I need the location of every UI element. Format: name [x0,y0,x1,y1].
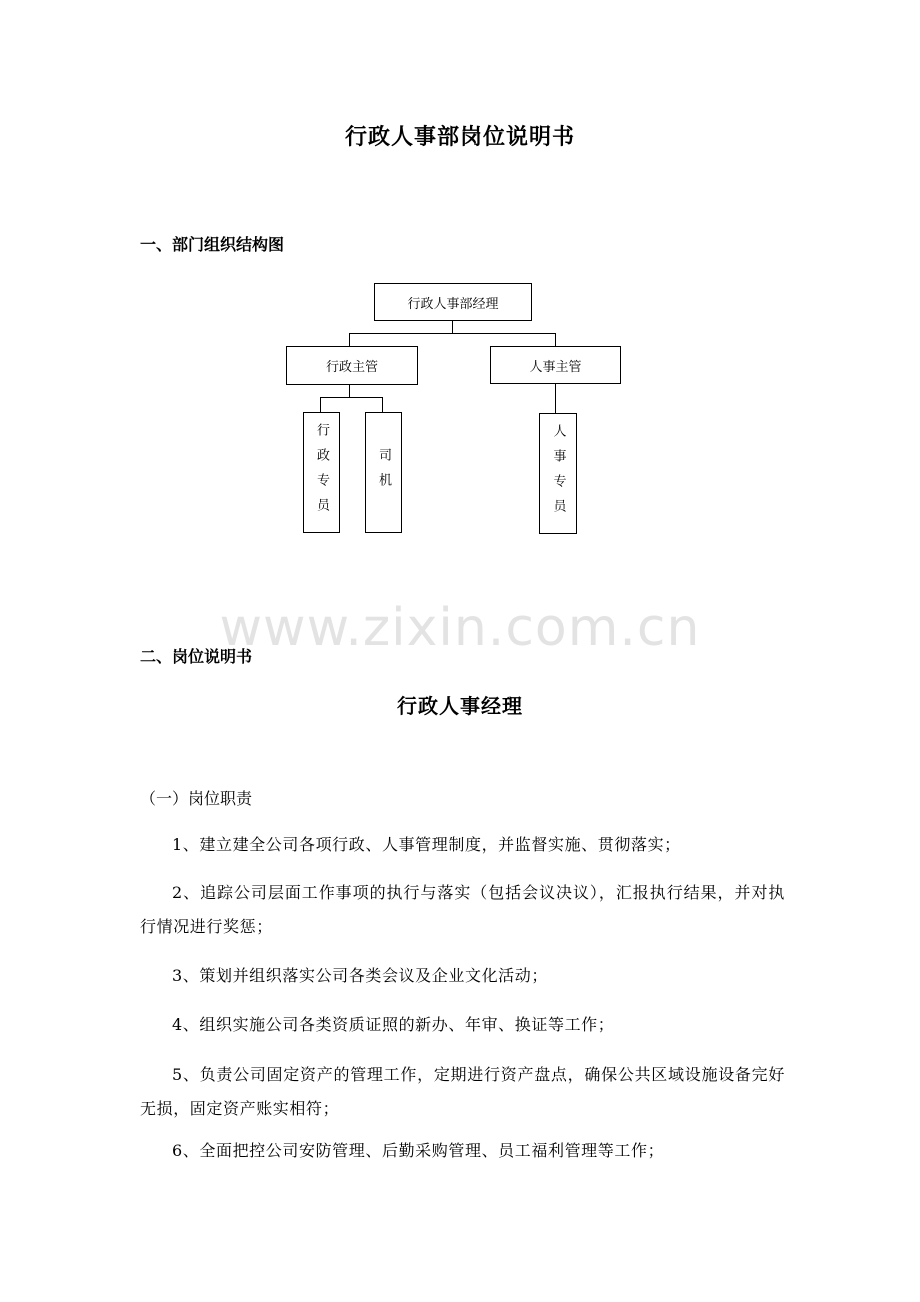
watermark: www.zixin.com.cn [219,598,701,658]
org-connector [349,333,556,334]
org-connector [320,397,321,412]
duty-item: 2、追踪公司层面工作事项的执行与落实（包括会议决议），汇报执行结果，并对执行情况进行奖惩； [140,883,785,936]
org-connector [320,397,383,398]
duties-heading: （一）岗位职责 [140,789,253,808]
duty-item: 3、策划并组织落实公司各类会议及企业文化活动； [172,966,548,985]
org-box-admin-specialist: 行政专员 [303,412,340,533]
org-box-department-manager: 行政人事部经理 [374,283,532,321]
org-connector [382,397,383,412]
org-connector [452,320,453,333]
org-box-driver: 司机 [365,412,402,533]
section-heading-job-description: 二、岗位说明书 [140,647,253,666]
duty-item: 6、全面把控公司安防管理、后勤采购管理、员工福利管理等工作； [172,1141,665,1160]
duty-item: 1、建立建全公司各项行政、人事管理制度，并监督实施、贯彻落实； [172,835,681,854]
org-connector [349,333,350,346]
org-connector [555,333,556,346]
org-box-hr-supervisor: 人事主管 [490,346,621,384]
org-box-admin-supervisor: 行政主管 [286,346,418,385]
position-title: 行政人事经理 [397,694,523,718]
document-title: 行政人事部岗位说明书 [344,124,575,150]
section-heading-org-chart: 一、部门组织结构图 [140,235,285,254]
org-chart [0,0,920,560]
duty-item: 5、负责公司固定资产的管理工作，定期进行资产盘点，确保公共区域设施设备完好无损，固定资产账实相符； [140,1065,785,1118]
org-connector [349,384,350,397]
org-box-hr-specialist: 人事专员 [539,413,577,534]
duty-item: 4、组织实施公司各类资质证照的新办、年审、换证等工作； [172,1015,615,1034]
org-connector [555,384,556,413]
